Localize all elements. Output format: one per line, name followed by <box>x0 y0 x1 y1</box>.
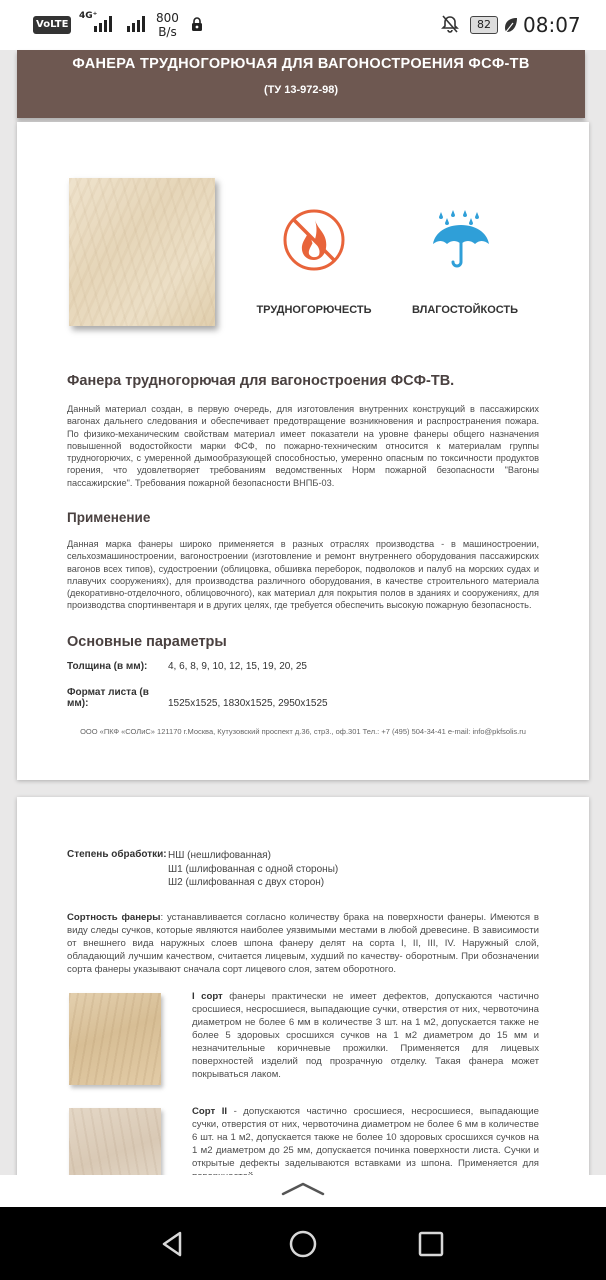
sort-text: : устанавливается согласно количеству брака на поверхности фанеры. Имеются в виду следы сучков, которые являются наиболее уязвимыми местами в любой древесине. В зависимости от внешнего вида наружных слоев шпона фанеру делят на сорта I, II, III, IV. Наружный слой, обладающий лучшим качеством, считается лицевым, худший по качеству- оборотным. При обозначении сорта фанеры указывают сначала сорт лицевого слоя, затем оборотного. <box>67 912 539 975</box>
document-page-2 <box>17 797 589 1197</box>
processing-label: Степень обработки: <box>67 849 167 860</box>
battery-icon: 82 <box>470 16 498 34</box>
fire-resistance-icon <box>282 208 346 272</box>
thickness-value: 4, 6, 8, 9, 10, 12, 15, 19, 20, 25 <box>168 661 307 672</box>
network-type: 4G⁺ <box>79 11 98 21</box>
plywood-sample-image <box>69 178 215 326</box>
recent-apps-button[interactable] <box>416 1229 446 1259</box>
usage-paragraph: Данная марка фанеры широко применяется в разных отраслях производства - в машиностроении, сельхозмашиностроении, вагоностроении (изготовление и ремонт внутреннего оборудования пассажирских вагонов всех типов), судостроении (облицовка, обшивка переборок, подволоков и палуб на морских судах и плавучих сооружениях), для производства различного оборудования, в качестве строительного материала (декоративно-отделочного, облицовочного), как материал для покрытия полов в зданиях и сооружениях, для производства спортинвентаря и в других целях, где требуется обеспечить высокую пожарную безопасность. <box>67 539 539 611</box>
signal-strength-icon <box>94 16 112 32</box>
signal-strength-icon-2 <box>127 16 145 32</box>
format-label: Формат листа (в мм): <box>67 687 149 709</box>
document-title: ФАНЕРА ТРУДНОГОРЮЧАЯ ДЛЯ ВАГОНОСТРОЕНИЯ ФСФ-ТВ <box>72 56 530 72</box>
status-bar <box>0 0 606 50</box>
thickness-row <box>67 661 307 672</box>
water-resistance-label: ВЛАГОСТОЙКОСТЬ <box>411 304 519 316</box>
notifications-muted-icon <box>440 14 460 34</box>
document-page-1 <box>17 122 589 780</box>
back-button[interactable] <box>158 1229 188 1259</box>
grade-1-text: фанеры практически не имеет дефектов, допускаются частично сросшиеся, несросшиеся, выпадающие сучки, отверстия от них, червоточина диаметром не более 6 мм в количестве 3 шт. на 1 м2, допускается также не более 5 здоровых сросшихся сучков на 1 м2 диаметром до 15 мм и незначительные коричневые прожилки. Применяется для лицевых поверхностей изделий под прозрачную отделку. Такая фанера может покрываться лаком. <box>192 991 540 1080</box>
processing-option: Ш2 (шлифованная с двух сторон) <box>168 877 325 888</box>
grade-1-paragraph <box>192 990 539 1081</box>
power-saving-leaf-icon <box>503 16 519 34</box>
sort-paragraph <box>67 911 539 976</box>
format-row <box>67 687 328 709</box>
processing-option: НШ (нешлифованная) <box>168 850 271 861</box>
document-subtitle: (ТУ 13-972-98) <box>263 84 339 96</box>
home-button[interactable] <box>288 1229 318 1259</box>
clock: 08:07 <box>523 13 581 37</box>
intro-paragraph: Данный материал создан, в первую очередь, для изготовления внутренних конструкций в пассажирских вагонах дальнего следования и обеспечивает предотвращение возникновения и распространения пожара. По физико-механическим свойствам материал имеет показатели на уровне фанеры общего назначения повышенной водостойкости марки ФСФ, по пожарно-техническим относится к материалам группы трудногорючих, с умеренной дымообразующей способностью, умеренно опасным по токсичности продуктов горения, что удовлетворяет требованиям ведомственных Норм пожарной безопасности "Вагоны пассажирские". Требования пожарной безопасности ВНПБ-03. <box>67 404 539 488</box>
expand-chevron-up-icon[interactable] <box>280 1180 326 1196</box>
vpn-lock-icon <box>191 17 203 32</box>
network-speed-value: 800 <box>156 11 179 25</box>
system-navigation-bar <box>0 1207 606 1280</box>
water-resistance-umbrella-icon <box>429 208 493 272</box>
bottom-toolbar <box>0 1175 606 1207</box>
intro-heading: Фанера трудногорючая для вагоностроения ФСФ-ТВ. <box>67 373 455 389</box>
grade-2-text: - допускаются частично сросшиеся, несросшиеся, выпадающие сучки, отверстия от них, червоточина диаметром не более 6 мм в количестве 6 шт. на 1 м2, допускается также не более 10 здоровых сросшихся сучков на 1 м2 диаметром до 25 мм, допускается починка поверхности листа. Сучки и открытые дефекты заделываются вставками из шпона. Применяется для <box>192 1106 540 1169</box>
processing-option: Ш1 (шлифованная с одной стороны) <box>168 863 339 875</box>
volte-indicator: VoLTE <box>33 16 71 34</box>
thickness-label: Толщина (в мм): <box>67 661 148 672</box>
grade-1-name: I сорт <box>192 991 223 1002</box>
sort-label: Сортность фанеры <box>67 912 161 923</box>
company-footer: ООО «ПКФ «СОЛиС» 121170 г.Москва, Кутузовский проспект д.36, стр3., оф.301 Тел.: +7 (495) 504-34-41 e-mail: info@pkfsolis.ru <box>80 727 526 736</box>
usage-heading: Применение <box>67 510 151 525</box>
document-header <box>17 50 585 118</box>
network-speed-unit: B/s <box>158 25 177 39</box>
grade-2-paragraph <box>192 1105 539 1183</box>
fire-resistance-label: ТРУДНОГОРЮЧЕСТЬ <box>256 304 372 316</box>
grade-1-sample-image <box>69 993 161 1085</box>
format-value: 1525x1525, 1830x1525, 2950x1525 <box>168 698 328 709</box>
grade-2-name: Сорт II <box>192 1106 228 1117</box>
processing-options <box>168 849 338 890</box>
network-speed <box>156 11 179 39</box>
params-heading: Основные параметры <box>67 634 227 650</box>
